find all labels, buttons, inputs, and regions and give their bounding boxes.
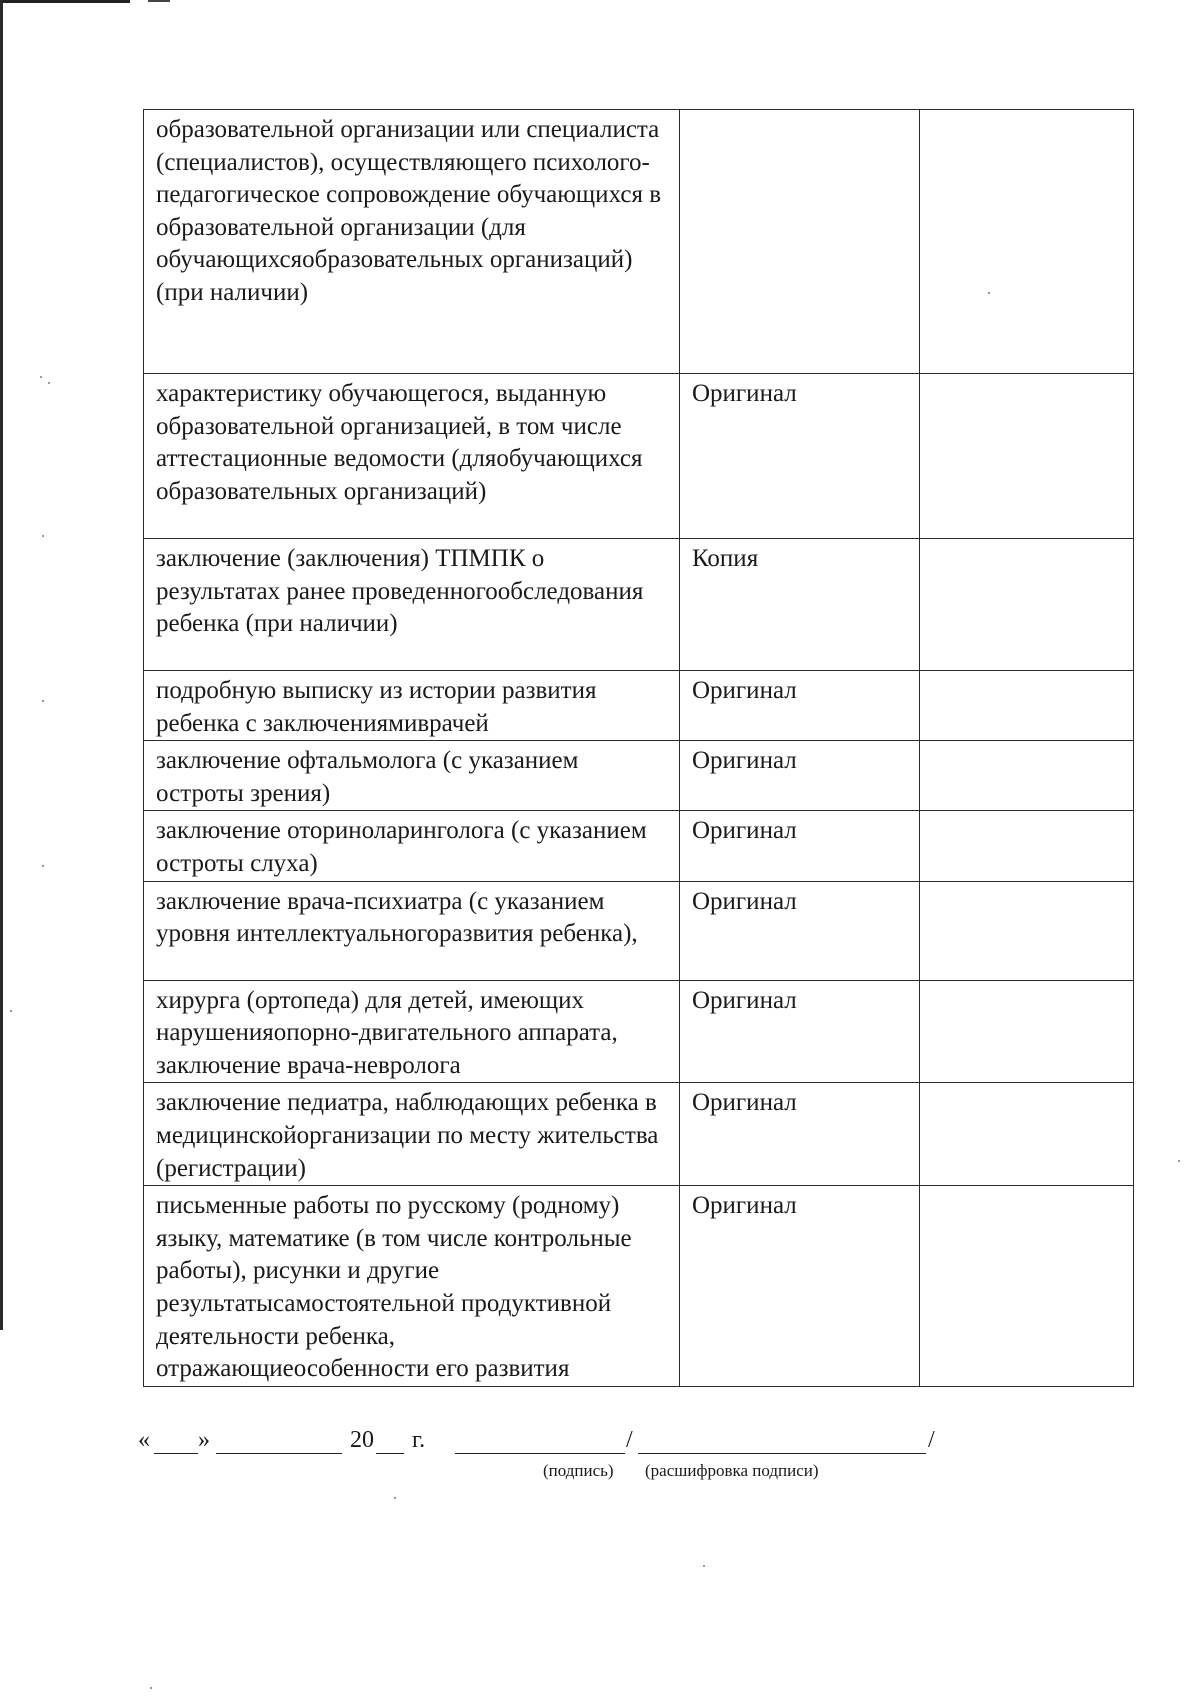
table-row	[144, 671, 1134, 741]
table-row	[144, 539, 1134, 671]
mark-cell	[920, 1083, 1134, 1186]
document-cell: заключение педиатра, наблюдающих ребенка в медицинскойорганизации по месту жительства (регистрации)	[144, 1083, 680, 1186]
scan-edge-top-fragment	[148, 0, 170, 2]
form-cell: Оригинал	[680, 1186, 920, 1387]
mark-cell	[920, 671, 1134, 741]
document-cell: заключение врача-психиатра (с указанием уровня интеллектуальногоразвития ребенка),	[144, 881, 680, 980]
table-row	[144, 110, 1134, 374]
scan-speck	[150, 1687, 152, 1689]
scan-edge-top	[0, 0, 130, 3]
form-cell: Оригинал	[680, 671, 920, 741]
year-suffix: г.	[412, 1427, 426, 1453]
year-prefix: 20	[350, 1427, 374, 1453]
form-cell: Оригинал	[680, 741, 920, 811]
scan-speck	[40, 376, 42, 378]
closing-slash: /	[928, 1427, 935, 1453]
table-row	[144, 741, 1134, 811]
document-cell: заключение оториноларинголога (с указанием остроты слуха)	[144, 811, 680, 881]
scan-speck	[10, 1010, 12, 1012]
mark-cell	[920, 1186, 1134, 1387]
form-cell: Оригинал	[680, 811, 920, 881]
table-row	[144, 1083, 1134, 1186]
document-cell: заключение (заключения) ТПМПК о результатах ранее проведенногообследования ребенка (при наличии)	[144, 539, 680, 671]
document-cell: характеристику обучающегося, выданную образовательной организацией, в том числе аттестационные ведомости (дляобучающихся образовательных организаций)	[144, 374, 680, 539]
caption-signature-decoding: (расшифровка подписи)	[645, 1461, 819, 1480]
scan-speck	[703, 1565, 705, 1567]
table-row	[144, 374, 1134, 539]
form-cell: Оригинал	[680, 881, 920, 980]
signature-blank[interactable]	[455, 1427, 625, 1454]
scan-speck	[1178, 1160, 1180, 1162]
day-blank[interactable]	[154, 1427, 198, 1454]
table-row	[144, 980, 1134, 1083]
quote-open: «	[138, 1427, 150, 1453]
mark-cell	[920, 110, 1134, 374]
document-cell: заключение офтальмолога (с указанием остроты зрения)	[144, 741, 680, 811]
table-row	[144, 811, 1134, 881]
table-row	[144, 1186, 1134, 1387]
documents-table	[143, 109, 1134, 1387]
form-cell: Оригинал	[680, 1083, 920, 1186]
scan-edge-left	[0, 0, 3, 1330]
document-cell: хирурга (ортопеда) для детей, имеющих нарушенияопорно-двигательного аппарата, заключение врача-невролога	[144, 980, 680, 1083]
document-cell: подробную выписку из истории развития ребенка с заключениямиврачей	[144, 671, 680, 741]
document-cell: образовательной организации или специалиста (специалистов), осуществляющего психолого-педагогическое сопровождение обучающихся в образовательной организации (для обучающихсяобразовательных организаций) (при наличии)	[144, 110, 680, 374]
scan-speck	[42, 700, 44, 702]
scan-speck	[48, 382, 50, 384]
signature-decoding-blank[interactable]	[638, 1427, 926, 1454]
month-blank[interactable]	[216, 1427, 342, 1454]
form-cell: Копия	[680, 539, 920, 671]
separator-slash: /	[626, 1427, 633, 1453]
scan-speck	[42, 865, 44, 867]
scan-speck	[394, 1497, 396, 1499]
form-cell	[680, 110, 920, 374]
mark-cell	[920, 374, 1134, 539]
scan-speck	[42, 535, 44, 537]
mark-cell	[920, 881, 1134, 980]
mark-cell	[920, 741, 1134, 811]
caption-signature: (подпись)	[543, 1461, 614, 1480]
form-cell: Оригинал	[680, 980, 920, 1083]
mark-cell	[920, 539, 1134, 671]
mark-cell	[920, 811, 1134, 881]
table-row	[144, 881, 1134, 980]
form-cell: Оригинал	[680, 374, 920, 539]
quote-close: »	[198, 1427, 210, 1453]
mark-cell	[920, 980, 1134, 1083]
document-cell: письменные работы по русскому (родному) языку, математике (в том числе контрольные работы), рисунки и другие результатысамостоятельной продуктивной деятельности ребенка, отражающиеособенности его развития	[144, 1186, 680, 1387]
year-blank[interactable]	[376, 1427, 404, 1454]
